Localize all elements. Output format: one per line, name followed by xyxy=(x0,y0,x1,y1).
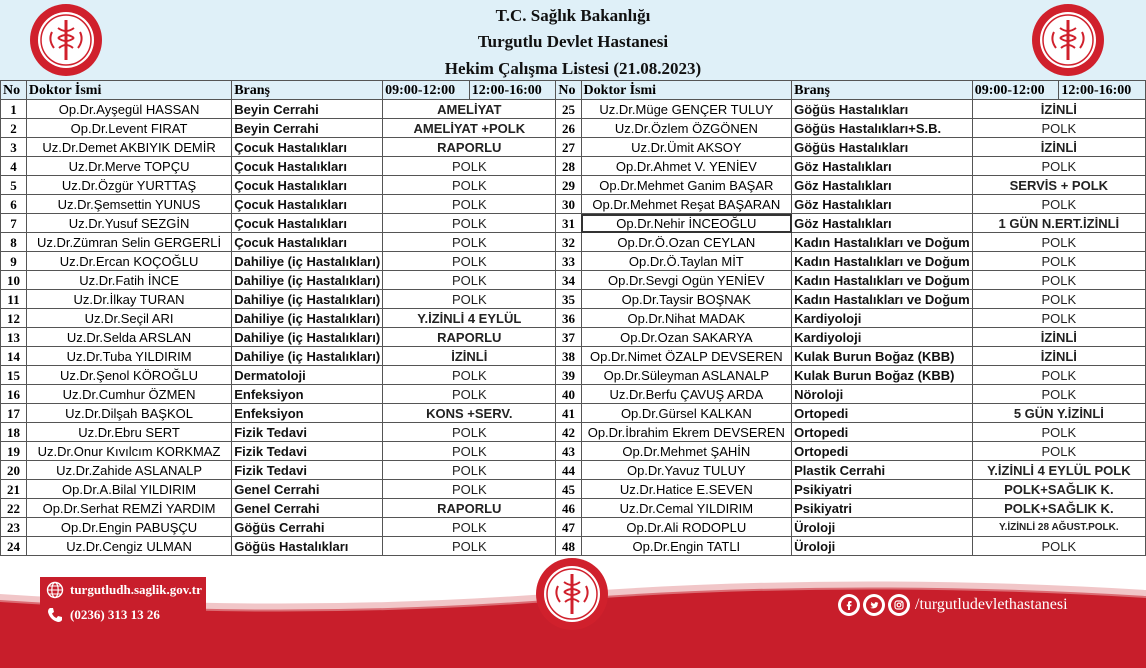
shift-status: POLK xyxy=(383,480,556,499)
branch-name: Fizik Tedavi xyxy=(232,461,383,480)
shift-status: POLK xyxy=(383,157,556,176)
table-row xyxy=(1,309,1146,328)
row-number: 21 xyxy=(1,480,27,499)
branch-name: Kulak Burun Boğaz (KBB) xyxy=(792,347,973,366)
doctor-name: Uz.Dr.Cengiz ULMAN xyxy=(26,537,231,556)
row-number: 42 xyxy=(556,423,581,442)
shift-status: POLK xyxy=(972,366,1145,385)
phone-number: (0236) 313 13 26 xyxy=(70,607,160,622)
row-number: 41 xyxy=(556,404,581,423)
table-row xyxy=(1,347,1146,366)
shift-status: Y.İZİNLİ 28 AĞUST.POLK. xyxy=(972,518,1145,537)
shift-status: RAPORLU xyxy=(383,499,556,518)
row-number: 4 xyxy=(1,157,27,176)
branch-name: Ortopedi xyxy=(792,442,973,461)
row-number: 23 xyxy=(1,518,27,537)
table-row xyxy=(1,214,1146,233)
shift-status: POLK xyxy=(383,195,556,214)
globe-icon xyxy=(46,581,64,599)
row-number: 11 xyxy=(1,290,27,309)
table-row xyxy=(1,499,1146,518)
row-number: 18 xyxy=(1,423,27,442)
doctor-name: Uz.Dr.Özgür YURTTAŞ xyxy=(26,176,231,195)
shift-status: İZİNLİ xyxy=(972,138,1145,157)
doctor-name: Op.Dr.Mehmet Reşat BAŞARAN xyxy=(581,195,792,214)
branch-name: Genel Cerrahi xyxy=(232,480,383,499)
doctor-name: Op.Dr.Nimet ÖZALP DEVSEREN xyxy=(581,347,792,366)
doctor-roster-table xyxy=(0,80,1146,556)
doctor-name: Op.Dr.Engin PABUŞÇU xyxy=(26,518,231,537)
row-number: 30 xyxy=(556,195,581,214)
shift-status: Y.İZİNLİ 4 EYLÜL POLK xyxy=(972,461,1145,480)
row-number: 32 xyxy=(556,233,581,252)
shift-status: POLK xyxy=(383,537,556,556)
doctor-name: Uz.Dr.Şenol KÖROĞLU xyxy=(26,366,231,385)
col-afternoon: 12:00-16:00 xyxy=(1059,81,1146,100)
table-row xyxy=(1,233,1146,252)
branch-name: Çocuk Hastalıkları xyxy=(232,195,383,214)
table-row xyxy=(1,100,1146,119)
shift-status: POLK xyxy=(383,385,556,404)
row-number: 46 xyxy=(556,499,581,518)
table-row xyxy=(1,119,1146,138)
twitter-icon[interactable] xyxy=(863,594,885,616)
table-row xyxy=(1,423,1146,442)
row-number: 12 xyxy=(1,309,27,328)
row-number: 10 xyxy=(1,271,27,290)
doctor-name: Uz.Dr.Ümit AKSOY xyxy=(581,138,792,157)
table-row xyxy=(1,252,1146,271)
doctor-name: Op.Dr.Nehir İNCEOĞLU xyxy=(581,214,792,233)
shift-status: POLK+SAĞLIK K. xyxy=(972,480,1145,499)
phone-row xyxy=(46,606,160,624)
branch-name: Göz Hastalıkları xyxy=(792,195,973,214)
row-number: 33 xyxy=(556,252,581,271)
shift-status: POLK xyxy=(383,214,556,233)
row-number: 6 xyxy=(1,195,27,214)
branch-name: Göğüs Hastalıkları xyxy=(792,100,973,119)
branch-name: Kardiyoloji xyxy=(792,309,973,328)
row-number: 15 xyxy=(1,366,27,385)
shift-status: İZİNLİ xyxy=(383,347,556,366)
branch-name: Kulak Burun Boğaz (KBB) xyxy=(792,366,973,385)
branch-name: Kadın Hastalıkları ve Doğum xyxy=(792,233,973,252)
shift-status: KONS +SERV. xyxy=(383,404,556,423)
shift-status: POLK xyxy=(383,233,556,252)
table-row xyxy=(1,480,1146,499)
row-number: 1 xyxy=(1,100,27,119)
row-number: 44 xyxy=(556,461,581,480)
hospital-name: Turgutlu Devlet Hastanesi xyxy=(477,32,669,51)
branch-name: Dahiliye (iç Hastalıkları) xyxy=(232,328,383,347)
shift-status: POLK xyxy=(383,366,556,385)
doctor-name: Uz.Dr.Müge GENÇER TULUY xyxy=(581,100,792,119)
website-row[interactable] xyxy=(46,581,202,599)
row-number: 35 xyxy=(556,290,581,309)
table-row xyxy=(1,537,1146,556)
table-header-row xyxy=(1,81,1146,100)
table-row xyxy=(1,271,1146,290)
doctor-name: Op.Dr.Engin TATLI xyxy=(581,537,792,556)
shift-status: Y.İZİNLİ 4 EYLÜL xyxy=(383,309,556,328)
doctor-name: Op.Dr.Ö.Ozan CEYLAN xyxy=(581,233,792,252)
doctor-name: Op.Dr.Süleyman ASLANALP xyxy=(581,366,792,385)
table-row xyxy=(1,157,1146,176)
shift-status: POLK xyxy=(383,461,556,480)
doctor-name: Uz.Dr.Selda ARSLAN xyxy=(26,328,231,347)
table-row xyxy=(1,442,1146,461)
document-header xyxy=(0,0,1146,81)
table-row xyxy=(1,385,1146,404)
contact-box xyxy=(40,577,206,631)
row-number: 3 xyxy=(1,138,27,157)
branch-name: Beyin Cerrahi xyxy=(232,100,383,119)
branch-name: Kadın Hastalıkları ve Doğum xyxy=(792,271,973,290)
row-number: 45 xyxy=(556,480,581,499)
shift-status: POLK xyxy=(972,233,1145,252)
branch-name: Göz Hastalıkları xyxy=(792,176,973,195)
doctor-name: Op.Dr.Ö.Taylan MİT xyxy=(581,252,792,271)
facebook-icon[interactable] xyxy=(838,594,860,616)
row-number: 20 xyxy=(1,461,27,480)
branch-name: Çocuk Hastalıkları xyxy=(232,138,383,157)
col-doctor: Doktor İsmi xyxy=(581,81,792,100)
table-row xyxy=(1,290,1146,309)
shift-status: POLK xyxy=(383,176,556,195)
table-row xyxy=(1,366,1146,385)
doctor-name: Op.Dr.Nihat MADAK xyxy=(581,309,792,328)
col-no: No xyxy=(556,81,581,100)
doctor-name: Op.Dr.Gürsel KALKAN xyxy=(581,404,792,423)
col-morning: 09:00-12:00 xyxy=(972,81,1059,100)
doctor-name: Uz.Dr.Ercan KOÇOĞLU xyxy=(26,252,231,271)
branch-name: Dahiliye (iç Hastalıkları) xyxy=(232,347,383,366)
website-link[interactable]: turgutludh.saglik.gov.tr xyxy=(70,582,202,597)
row-number: 13 xyxy=(1,328,27,347)
branch-name: Genel Cerrahi xyxy=(232,499,383,518)
doctor-name: Uz.Dr.Hatice E.SEVEN xyxy=(581,480,792,499)
shift-status: POLK xyxy=(383,442,556,461)
doctor-name: Uz.Dr.Özlem ÖZGÖNEN xyxy=(581,119,792,138)
row-number: 19 xyxy=(1,442,27,461)
row-number: 5 xyxy=(1,176,27,195)
row-number: 14 xyxy=(1,347,27,366)
row-number: 24 xyxy=(1,537,27,556)
branch-name: Dermatoloji xyxy=(232,366,383,385)
shift-status: AMELİYAT xyxy=(383,100,556,119)
doctor-name: Op.Dr.Ozan SAKARYA xyxy=(581,328,792,347)
row-number: 37 xyxy=(556,328,581,347)
shift-status: POLK xyxy=(972,290,1145,309)
branch-name: Göğüs Hastalıkları+S.B. xyxy=(792,119,973,138)
shift-status: POLK xyxy=(383,271,556,290)
branch-name: Dahiliye (iç Hastalıkları) xyxy=(232,309,383,328)
row-number: 25 xyxy=(556,100,581,119)
doctor-name: Uz.Dr.Tuba YILDIRIM xyxy=(26,347,231,366)
row-number: 34 xyxy=(556,271,581,290)
row-number: 7 xyxy=(1,214,27,233)
phone-icon xyxy=(46,606,64,624)
doctor-name: Op.Dr.Levent FIRAT xyxy=(26,119,231,138)
branch-name: Göz Hastalıkları xyxy=(792,214,973,233)
shift-status: POLK xyxy=(972,423,1145,442)
shift-status: 1 GÜN N.ERT.İZİNLİ xyxy=(972,214,1145,233)
ministry-logo xyxy=(534,556,610,632)
doctor-name: Op.Dr.Mehmet Ganim BAŞAR xyxy=(581,176,792,195)
table-row xyxy=(1,138,1146,157)
doctor-name: Uz.Dr.Yusuf SEZGİN xyxy=(26,214,231,233)
doctor-name: Op.Dr.Taysir BOŞNAK xyxy=(581,290,792,309)
doctor-name: Uz.Dr.Zümran Selin GERGERLİ xyxy=(26,233,231,252)
row-number: 26 xyxy=(556,119,581,138)
shift-status: POLK xyxy=(383,290,556,309)
branch-name: Çocuk Hastalıkları xyxy=(232,176,383,195)
shift-status: POLK xyxy=(972,119,1145,138)
shift-status: SERVİS + POLK xyxy=(972,176,1145,195)
branch-name: Kadın Hastalıkları ve Doğum xyxy=(792,252,973,271)
row-number: 31 xyxy=(556,214,581,233)
branch-name: Enfeksiyon xyxy=(232,404,383,423)
branch-name: Göğüs Hastalıkları xyxy=(792,138,973,157)
branch-name: Ortopedi xyxy=(792,404,973,423)
branch-name: Fizik Tedavi xyxy=(232,423,383,442)
row-number: 48 xyxy=(556,537,581,556)
shift-status: İZİNLİ xyxy=(972,100,1145,119)
branch-name: Fizik Tedavi xyxy=(232,442,383,461)
shift-status: 5 GÜN Y.İZİNLİ xyxy=(972,404,1145,423)
doctor-name: Uz.Dr.Şemsettin YUNUS xyxy=(26,195,231,214)
row-number: 40 xyxy=(556,385,581,404)
shift-status: POLK xyxy=(972,195,1145,214)
shift-status: POLK+SAĞLIK K. xyxy=(972,499,1145,518)
table-row xyxy=(1,195,1146,214)
instagram-icon[interactable] xyxy=(888,594,910,616)
page-title: Hekim Çalışma Listesi (21.08.2023) xyxy=(444,59,702,78)
branch-name: Çocuk Hastalıkları xyxy=(232,233,383,252)
col-branch: Branş xyxy=(232,81,383,100)
table-row xyxy=(1,461,1146,480)
branch-name: Psikiyatri xyxy=(792,480,973,499)
row-number: 22 xyxy=(1,499,27,518)
doctor-name: Op.Dr.A.Bilal YILDIRIM xyxy=(26,480,231,499)
shift-status: POLK xyxy=(972,442,1145,461)
col-morning: 09:00-12:00 xyxy=(383,81,470,100)
branch-name: Göğüs Cerrahi xyxy=(232,518,383,537)
branch-name: Üroloji xyxy=(792,537,973,556)
branch-name: Kardiyoloji xyxy=(792,328,973,347)
shift-status: İZİNLİ xyxy=(972,347,1145,366)
doctor-name: Op.Dr.İbrahim Ekrem DEVSEREN xyxy=(581,423,792,442)
doctor-name: Uz.Dr.Cumhur ÖZMEN xyxy=(26,385,231,404)
row-number: 28 xyxy=(556,157,581,176)
row-number: 43 xyxy=(556,442,581,461)
doctor-name: Uz.Dr.İlkay TURAN xyxy=(26,290,231,309)
branch-name: Beyin Cerrahi xyxy=(232,119,383,138)
row-number: 16 xyxy=(1,385,27,404)
branch-name: Psikiyatri xyxy=(792,499,973,518)
branch-name: Dahiliye (iç Hastalıkları) xyxy=(232,252,383,271)
shift-status: AMELİYAT +POLK xyxy=(383,119,556,138)
shift-status: POLK xyxy=(972,537,1145,556)
branch-name: Dahiliye (iç Hastalıkları) xyxy=(232,271,383,290)
row-number: 8 xyxy=(1,233,27,252)
social-handle[interactable]: /turgutludevlethastanesi xyxy=(915,596,1068,613)
row-number: 47 xyxy=(556,518,581,537)
branch-name: Nöroloji xyxy=(792,385,973,404)
shift-status: POLK xyxy=(972,385,1145,404)
col-afternoon: 12:00-16:00 xyxy=(469,81,556,100)
shift-status: POLK xyxy=(972,252,1145,271)
doctor-name: Op.Dr.Serhat REMZİ YARDIM xyxy=(26,499,231,518)
doctor-name: Uz.Dr.Cemal YILDIRIM xyxy=(581,499,792,518)
row-number: 17 xyxy=(1,404,27,423)
shift-status: POLK xyxy=(972,157,1145,176)
row-number: 2 xyxy=(1,119,27,138)
ministry-title: T.C. Sağlık Bakanlığı xyxy=(495,6,651,25)
col-no: No xyxy=(1,81,27,100)
branch-name: Dahiliye (iç Hastalıkları) xyxy=(232,290,383,309)
branch-name: Enfeksiyon xyxy=(232,385,383,404)
doctor-name: Op.Dr.Ayşegül HASSAN xyxy=(26,100,231,119)
doctor-name: Uz.Dr.Merve TOPÇU xyxy=(26,157,231,176)
branch-name: Göz Hastalıkları xyxy=(792,157,973,176)
col-branch: Branş xyxy=(792,81,973,100)
doctor-name: Uz.Dr.Berfu ÇAVUŞ ARDA xyxy=(581,385,792,404)
shift-status: POLK xyxy=(972,271,1145,290)
social-links xyxy=(838,594,1068,616)
table-row xyxy=(1,176,1146,195)
branch-name: Üroloji xyxy=(792,518,973,537)
row-number: 39 xyxy=(556,366,581,385)
doctor-name: Uz.Dr.Dilşah BAŞKOL xyxy=(26,404,231,423)
doctor-name: Uz.Dr.Zahide ASLANALP xyxy=(26,461,231,480)
doctor-name: Op.Dr.Mehmet ŞAHİN xyxy=(581,442,792,461)
shift-status: POLK xyxy=(383,423,556,442)
shift-status: POLK xyxy=(972,309,1145,328)
doctor-name: Uz.Dr.Fatih İNCE xyxy=(26,271,231,290)
table-row xyxy=(1,404,1146,423)
table-row xyxy=(1,518,1146,537)
branch-name: Göğüs Hastalıkları xyxy=(232,537,383,556)
branch-name: Kadın Hastalıkları ve Doğum xyxy=(792,290,973,309)
row-number: 29 xyxy=(556,176,581,195)
doctor-name: Op.Dr.Yavuz TULUY xyxy=(581,461,792,480)
doctor-name: Uz.Dr.Onur Kıvılcım KORKMAZ xyxy=(26,442,231,461)
row-number: 9 xyxy=(1,252,27,271)
shift-status: İZİNLİ xyxy=(972,328,1145,347)
shift-status: RAPORLU xyxy=(383,328,556,347)
doctor-name: Uz.Dr.Seçil ARI xyxy=(26,309,231,328)
row-number: 36 xyxy=(556,309,581,328)
row-number: 38 xyxy=(556,347,581,366)
doctor-name: Op.Dr.Sevgi Ogün YENİEV xyxy=(581,271,792,290)
row-number: 27 xyxy=(556,138,581,157)
doctor-name: Uz.Dr.Ebru SERT xyxy=(26,423,231,442)
table-row xyxy=(1,328,1146,347)
doctor-name: Op.Dr.Ahmet V. YENİEV xyxy=(581,157,792,176)
branch-name: Plastik Cerrahi xyxy=(792,461,973,480)
branch-name: Ortopedi xyxy=(792,423,973,442)
col-doctor: Doktor İsmi xyxy=(26,81,231,100)
shift-status: RAPORLU xyxy=(383,138,556,157)
doctor-name: Uz.Dr.Demet AKBIYIK DEMİR xyxy=(26,138,231,157)
branch-name: Çocuk Hastalıkları xyxy=(232,157,383,176)
doctor-name: Op.Dr.Ali RODOPLU xyxy=(581,518,792,537)
branch-name: Çocuk Hastalıkları xyxy=(232,214,383,233)
shift-status: POLK xyxy=(383,518,556,537)
shift-status: POLK xyxy=(383,252,556,271)
